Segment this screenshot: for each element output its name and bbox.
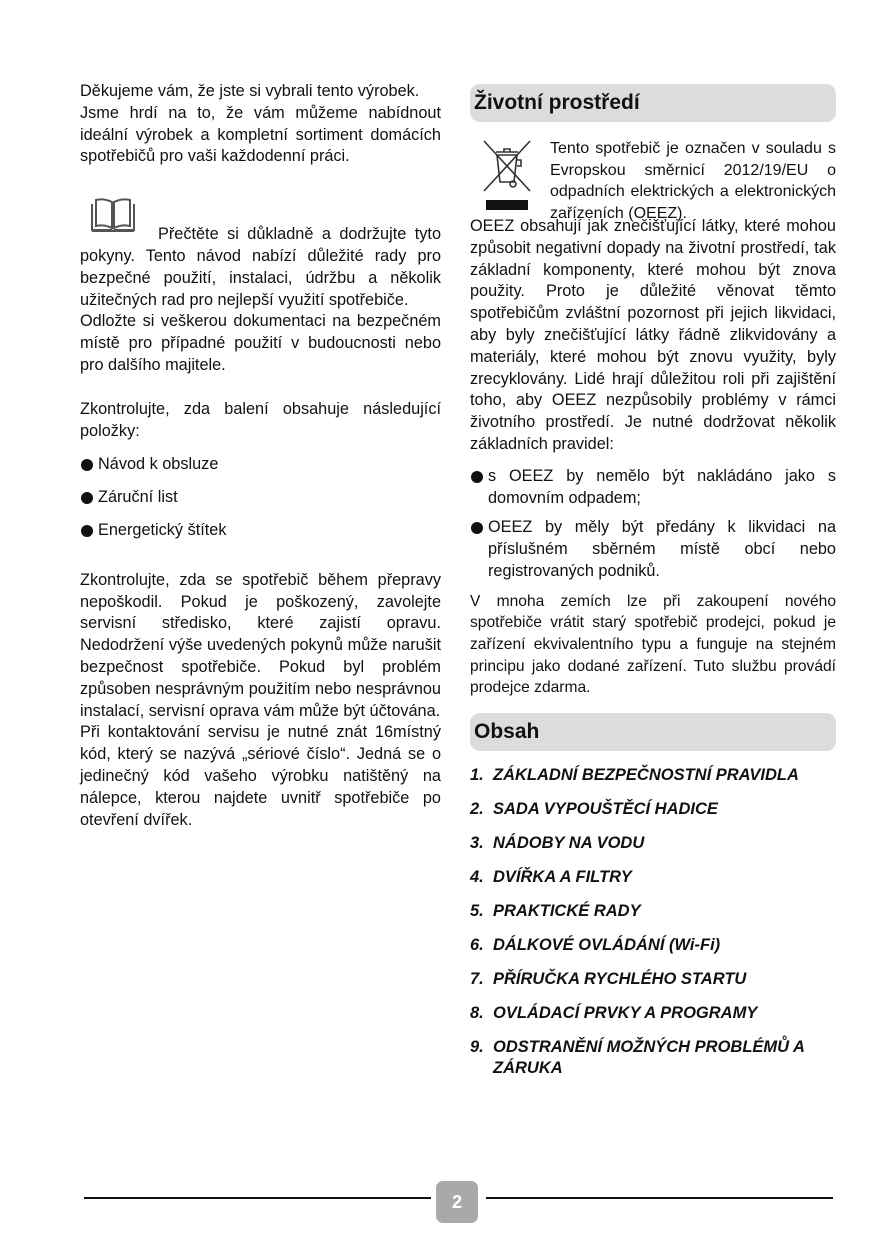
toc-item[interactable]: 3. NÁDOBY NA VODU bbox=[470, 833, 645, 852]
intro-thanks: Děkujeme vám, že jste si vybrali tento výrobek. bbox=[80, 82, 420, 100]
table-of-contents bbox=[470, 765, 836, 1080]
keep-documentation: Odložte si veškerou dokumentaci na bezpečném místě pro případné použití v budoucnosti nebo pro dalšího majitele. bbox=[80, 312, 441, 374]
package-check-intro: Zkontrolujte, zda balení obsahuje následující položky: bbox=[80, 399, 441, 440]
disposal-rules-list bbox=[470, 466, 836, 583]
toc-item[interactable]: 1. ZÁKLADNÍ BEZPEČNOSTNÍ PRAVIDLA bbox=[470, 765, 799, 784]
toc-item[interactable]: 4. DVÍŘKA A FILTRY bbox=[470, 867, 632, 886]
disposal-rule: OEEZ by měly být předány k likvidaci na příslušném sběrném místě obcí nebo registrovaných podniků. bbox=[470, 517, 836, 582]
oeez-paragraph: OEEZ obsahují jak znečišťující látky, které mohou způsobit negativní dopady na životní prostředí, tak základní komponenty, které mohou být znova použity. Proto je důležité věnovat těmto spotřebičům zvláštní pozornost při jejich likvidaci, aby byly znečišťující látky řádně zlikvidovány a materiály, které mohou být znovu využity, byly zrecyklovány. Lidé hrají důležitou roli při zajištění toho, aby OEEZ nezpůsobily problémy v rámci životního prostředí. Je nutné dodržovat několik základních pravidel: bbox=[470, 217, 836, 453]
return-appliance-info: V mnoha zemích lze při zakoupení nového spotřebiče vrátit starý spotřebič prodejci, pokud je zařízení ekvivalentního typu a funguje na stejném principu jako dodané zařízení. Tuto službu provádí prodejce zdarma. bbox=[470, 592, 836, 697]
page-number-badge: 2 bbox=[436, 1181, 478, 1223]
toc-item[interactable]: 2. SADA VYPOUŠTĚCÍ HADICE bbox=[470, 799, 718, 818]
disposal-rule: s OEEZ by nemělo být nakládáno jako s domovním odpadem; bbox=[470, 466, 836, 510]
toc-item[interactable]: 7. PŘÍRUČKA RYCHLÉHO STARTU bbox=[470, 969, 747, 988]
left-column bbox=[80, 81, 441, 831]
footer-divider-left bbox=[84, 1197, 431, 1199]
toc-item[interactable]: 6. DÁLKOVÉ OVLÁDÁNÍ (Wi-Fi) bbox=[470, 935, 721, 954]
serial-number-info: Při kontaktování servisu je nutné znát 16místný kód, který se nazývá „sériové číslo“. Jedná se o jedinečný kód vašeho výrobku natištěný na nálepce, kterou najdete uvnitř spotřebiče po otevření dvířek. bbox=[80, 723, 441, 829]
toc-item[interactable]: 8. OVLÁDACÍ PRVKY A PROGRAMY bbox=[470, 1003, 758, 1022]
bullet-icon bbox=[471, 471, 483, 483]
damage-check: Zkontrolujte, zda se spotřebič během přepravy nepoškodil. Pokud je poškozený, zavolejte servisní středisko, které zajistí opravu. Nedodržení výše uvedených pokynů může narušit bezpečnost spotřebiče. Pokud byl problém způsoben nesprávným použitím nebo nesprávnou instalací, servisní oprava vám může být účtována. bbox=[80, 570, 441, 720]
bullet-icon bbox=[81, 492, 93, 504]
bullet-icon bbox=[81, 459, 93, 471]
weee-notice bbox=[470, 138, 836, 226]
bullet-icon bbox=[81, 525, 93, 537]
package-item: Záruční list bbox=[80, 487, 441, 509]
environment-heading: Životní prostředí bbox=[470, 84, 836, 122]
read-instructions: Přečtěte si důkladně a dodržujte tyto pokyny. Tento návod nabízí důležité rady pro bezpečné použití, instalaci, údržbu a několik užitečných rad pro nejlepší využití spotřebiče. bbox=[80, 225, 441, 309]
right-column bbox=[470, 84, 836, 1092]
crossed-bin-icon bbox=[482, 138, 532, 212]
intro-proud: Jsme hrdí na to, že vám můžeme nabídnout ideální výrobek a kompletní sortiment domácích spotřebičů pro vaši každodenní práci. bbox=[80, 103, 441, 166]
weee-directive-text: Tento spotřebič je označen v souladu s Evropskou směrnicí 2012/19/EU o odpadních elektrických a elektronických zařízeních (OEEZ). bbox=[550, 140, 836, 222]
toc-item[interactable]: 5. PRAKTICKÉ RADY bbox=[470, 901, 641, 920]
package-items-list bbox=[80, 454, 441, 541]
package-item: Energetický štítek bbox=[80, 520, 441, 542]
toc-item[interactable]: 9. ODSTRANĚNÍ MOŽNÝCH PROBLÉMŮ A ZÁRUKA bbox=[470, 1037, 805, 1078]
bullet-icon bbox=[471, 522, 483, 534]
contents-heading: Obsah bbox=[470, 713, 836, 751]
package-item: Návod k obsluze bbox=[80, 454, 441, 476]
footer-divider-right bbox=[486, 1197, 833, 1199]
